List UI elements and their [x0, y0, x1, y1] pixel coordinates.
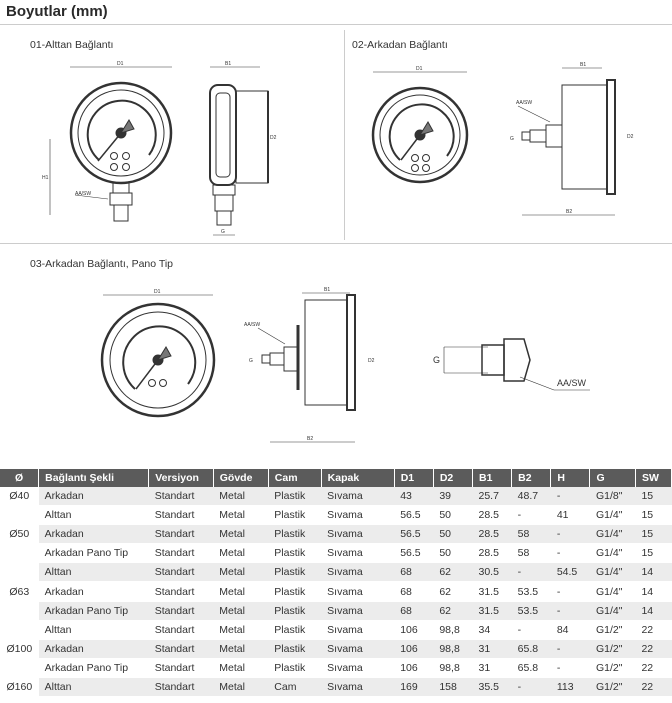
table-cell: Sıvama: [321, 525, 394, 544]
table-cell: 106: [394, 620, 433, 639]
table-cell: Plastik: [268, 601, 321, 620]
table-cell: Metal: [213, 620, 268, 639]
table-cell: Sıvama: [321, 582, 394, 601]
table-cell: Metal: [213, 525, 268, 544]
table-row: [0, 544, 672, 563]
side-dim-g-02: G: [510, 136, 514, 142]
table-cell: 65.8: [512, 639, 551, 658]
table-cell: -: [512, 677, 551, 696]
table-cell: 56.5: [394, 544, 433, 563]
table-cell: G1/2": [590, 658, 636, 677]
table-cell: Sıvama: [321, 639, 394, 658]
col-h: H: [551, 469, 590, 487]
diameter-cell: Ø100: [0, 620, 39, 677]
col-b2: B2: [512, 469, 551, 487]
panel-connection-side-drawing: [240, 280, 390, 445]
table-cell: 58: [512, 525, 551, 544]
table-cell: 113: [551, 677, 590, 696]
col-body: Gövde: [213, 469, 268, 487]
table-cell: 15: [635, 544, 671, 563]
side-dim-b1-03: B1: [324, 287, 331, 293]
title-divider: [0, 24, 672, 25]
section-title-back: 02-Arkadan Bağlantı: [352, 39, 448, 51]
table-cell: -: [512, 620, 551, 639]
table-cell: 54.5: [551, 563, 590, 582]
table-cell: 106: [394, 658, 433, 677]
table-cell: Sıvama: [321, 601, 394, 620]
table-cell: 41: [551, 506, 590, 525]
section-title-panel: 03-Arkadan Bağlantı, Pano Tip: [30, 258, 174, 270]
drawings-divider: [0, 243, 672, 244]
table-cell: -: [551, 658, 590, 677]
table-row: [0, 601, 672, 620]
diameter-cell: Ø40: [0, 487, 39, 506]
table-cell: -: [551, 639, 590, 658]
table-cell: Standart: [149, 620, 214, 639]
table-cell: 56.5: [394, 506, 433, 525]
col-connection: Bağlantı Şekli: [39, 469, 149, 487]
table-row: [0, 620, 672, 639]
table-cell: 15: [635, 487, 671, 506]
side-dim-aasw-03: AA/SW: [244, 322, 261, 328]
dim-d1: D1: [117, 61, 124, 67]
side-dim-b2-03: B2: [307, 436, 314, 442]
table-cell: 158: [433, 677, 472, 696]
table-cell: Metal: [213, 582, 268, 601]
table-cell: Arkadan Pano Tip: [39, 601, 149, 620]
table-cell: Arkadan Pano Tip: [39, 544, 149, 563]
table-cell: G1/8": [590, 487, 636, 506]
table-cell: Metal: [213, 487, 268, 506]
table-cell: -: [512, 506, 551, 525]
table-cell: 106: [394, 639, 433, 658]
table-cell: 25.7: [473, 487, 512, 506]
table-cell: Arkadan: [39, 639, 149, 658]
table-cell: 53.5: [512, 601, 551, 620]
table-cell: 50: [433, 525, 472, 544]
table-cell: Alttan: [39, 677, 149, 696]
table-cell: Metal: [213, 506, 268, 525]
table-cell: Alttan: [39, 506, 149, 525]
side-dim-b1: B1: [225, 61, 232, 67]
side-dim-d2-03: D2: [368, 358, 375, 364]
col-cover: Kapak: [321, 469, 394, 487]
table-cell: Metal: [213, 658, 268, 677]
table-cell: Standart: [149, 677, 214, 696]
col-d2: D2: [433, 469, 472, 487]
table-cell: Arkadan Pano Tip: [39, 658, 149, 677]
table-cell: Metal: [213, 563, 268, 582]
side-dim-d2-02: D2: [627, 134, 634, 140]
bottom-connection-side-drawing: [205, 55, 290, 240]
table-cell: 28.5: [473, 544, 512, 563]
diameter-cell: Ø160: [0, 677, 39, 696]
table-cell: Sıvama: [321, 620, 394, 639]
table-row: [0, 487, 672, 506]
table-cell: Arkadan: [39, 582, 149, 601]
table-cell: -: [551, 544, 590, 563]
table-header-row: [0, 469, 672, 487]
table-row: [0, 639, 672, 658]
table-cell: 58: [512, 544, 551, 563]
table-cell: 22: [635, 677, 671, 696]
table-cell: 48.7: [512, 487, 551, 506]
table-cell: Arkadan: [39, 487, 149, 506]
table-cell: 68: [394, 563, 433, 582]
table-cell: Plastik: [268, 639, 321, 658]
table-cell: Cam: [268, 677, 321, 696]
col-d1: D1: [394, 469, 433, 487]
table-cell: 14: [635, 582, 671, 601]
bottom-connection-front-drawing: [40, 55, 200, 230]
table-cell: -: [512, 563, 551, 582]
table-cell: Standart: [149, 582, 214, 601]
table-cell: Standart: [149, 658, 214, 677]
table-cell: G1/4": [590, 563, 636, 582]
table-cell: 31: [473, 658, 512, 677]
table-cell: 56.5: [394, 525, 433, 544]
table-row: [0, 525, 672, 544]
table-cell: 65.8: [512, 658, 551, 677]
table-cell: Plastik: [268, 544, 321, 563]
table-cell: Sıvama: [321, 658, 394, 677]
table-cell: 39: [433, 487, 472, 506]
table-cell: 62: [433, 582, 472, 601]
table-cell: G1/4": [590, 601, 636, 620]
table-cell: G1/4": [590, 506, 636, 525]
table-cell: 14: [635, 563, 671, 582]
table-cell: Standart: [149, 601, 214, 620]
col-g: G: [590, 469, 636, 487]
table-cell: Standart: [149, 639, 214, 658]
table-cell: 68: [394, 582, 433, 601]
table-cell: 22: [635, 620, 671, 639]
table-cell: Metal: [213, 601, 268, 620]
col-version: Versiyon: [149, 469, 214, 487]
table-cell: 169: [394, 677, 433, 696]
table-cell: Plastik: [268, 582, 321, 601]
table-cell: G1/4": [590, 525, 636, 544]
table-cell: -: [551, 601, 590, 620]
table-cell: Alttan: [39, 620, 149, 639]
table-cell: 62: [433, 563, 472, 582]
table-cell: 98,8: [433, 620, 472, 639]
table-cell: Plastik: [268, 487, 321, 506]
table-row: [0, 506, 672, 525]
side-dim-b2-02: B2: [566, 209, 573, 215]
table-cell: 50: [433, 544, 472, 563]
table-cell: Sıvama: [321, 487, 394, 506]
table-cell: 14: [635, 601, 671, 620]
table-cell: Plastik: [268, 506, 321, 525]
table-cell: -: [551, 487, 590, 506]
table-row: [0, 563, 672, 582]
detail-dim-aasw: AA/SW: [557, 378, 587, 388]
table-cell: 30.5: [473, 563, 512, 582]
table-cell: Plastik: [268, 658, 321, 677]
table-cell: Plastik: [268, 620, 321, 639]
table-cell: Arkadan: [39, 525, 149, 544]
table-cell: Standart: [149, 544, 214, 563]
table-cell: 15: [635, 525, 671, 544]
table-cell: Standart: [149, 506, 214, 525]
col-dia: Ø: [0, 469, 39, 487]
col-glass: Cam: [268, 469, 321, 487]
dim-h1: H1: [42, 175, 49, 181]
section-divider: [344, 30, 345, 240]
table-cell: Sıvama: [321, 506, 394, 525]
table-body: [0, 487, 672, 697]
diameter-cell: Ø50: [0, 506, 39, 563]
side-dim-d2: D2: [270, 135, 277, 141]
table-cell: G1/2": [590, 639, 636, 658]
table-cell: -: [551, 525, 590, 544]
table-cell: 68: [394, 601, 433, 620]
table-cell: 31: [473, 639, 512, 658]
table-cell: Standart: [149, 525, 214, 544]
table-cell: -: [551, 582, 590, 601]
table-row: [0, 677, 672, 696]
table-cell: 31.5: [473, 582, 512, 601]
table-cell: 22: [635, 658, 671, 677]
dimension-table: [0, 469, 672, 697]
table-cell: 15: [635, 506, 671, 525]
dim-aasw: AA/SW: [75, 191, 92, 197]
table-cell: 31.5: [473, 601, 512, 620]
col-b1: B1: [473, 469, 512, 487]
table-cell: 28.5: [473, 525, 512, 544]
side-dim-g-03: G: [249, 358, 253, 364]
back-connection-front-drawing: [365, 60, 475, 200]
table-row: [0, 658, 672, 677]
table-cell: Metal: [213, 639, 268, 658]
table-cell: 53.5: [512, 582, 551, 601]
table-cell: G1/4": [590, 544, 636, 563]
dim-d1-03: D1: [154, 289, 161, 295]
table-cell: 98,8: [433, 639, 472, 658]
col-sw: SW: [635, 469, 671, 487]
page-title: Boyutlar (mm): [6, 3, 108, 20]
table-cell: Metal: [213, 677, 268, 696]
table-cell: 84: [551, 620, 590, 639]
table-cell: Standart: [149, 563, 214, 582]
table-cell: 62: [433, 601, 472, 620]
table-cell: 98,8: [433, 658, 472, 677]
section-title-bottom: 01-Alttan Bağlantı: [30, 39, 114, 51]
table-cell: Plastik: [268, 525, 321, 544]
table-cell: Sıvama: [321, 563, 394, 582]
panel-connection-front-drawing: [95, 285, 225, 425]
side-dim-aasw-02: AA/SW: [516, 100, 533, 106]
table-cell: 50: [433, 506, 472, 525]
dim-d1-02: D1: [416, 66, 423, 72]
table-cell: 22: [635, 639, 671, 658]
table-cell: Sıvama: [321, 677, 394, 696]
table-cell: G1/4": [590, 582, 636, 601]
fitting-detail-drawing: [430, 325, 610, 400]
table-cell: G1/2": [590, 620, 636, 639]
table-cell: Standart: [149, 487, 214, 506]
diameter-cell: Ø63: [0, 563, 39, 620]
table-cell: 35.5: [473, 677, 512, 696]
table-cell: G1/2": [590, 677, 636, 696]
table-cell: Metal: [213, 544, 268, 563]
table-cell: 34: [473, 620, 512, 639]
back-connection-side-drawing: [510, 60, 650, 220]
table-cell: Alttan: [39, 563, 149, 582]
table-row: [0, 582, 672, 601]
side-dim-b1-02: B1: [580, 62, 587, 68]
table-cell: 28.5: [473, 506, 512, 525]
detail-dim-g: G: [433, 355, 441, 365]
table-cell: Plastik: [268, 563, 321, 582]
table-cell: Sıvama: [321, 544, 394, 563]
table-cell: 43: [394, 487, 433, 506]
side-dim-g: G: [221, 229, 225, 235]
